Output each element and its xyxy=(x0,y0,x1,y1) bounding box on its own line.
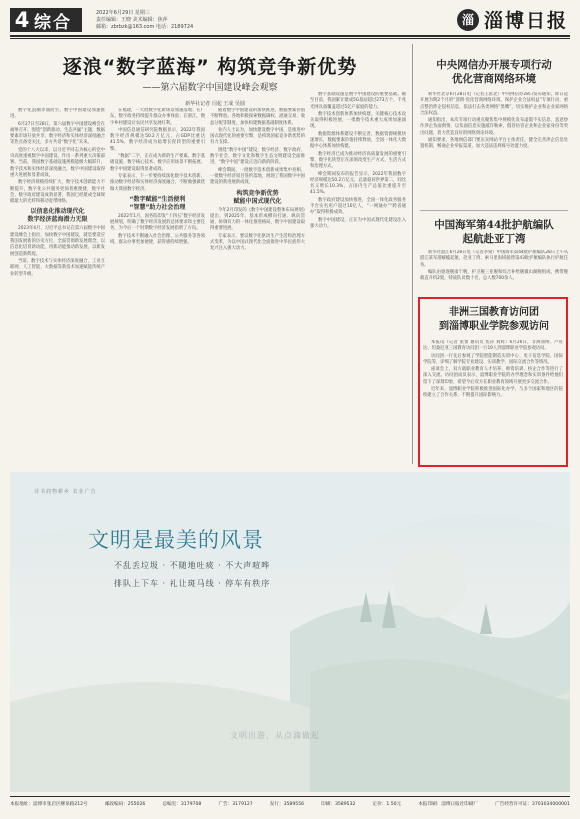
footer-distribution-phone: 发行：3589556 xyxy=(269,802,305,807)
ad-slogan-line: 排队上下车 · 礼让斑马线 · 停车有秩序 xyxy=(114,579,271,588)
masthead xyxy=(10,8,570,34)
lead-headline: 逐浪“数字蓝海” 构筑竞争新优势 xyxy=(62,56,358,78)
sidebar-headline-3 xyxy=(420,306,568,334)
headline-line: 优化营商网络环境 xyxy=(452,73,536,85)
paragraph: 当前，数字技术与实体经济深度融合，工业互联网、人工智能、大数据等新技术加速赋能传统产业转型升级。 xyxy=(10,258,105,277)
footer-info xyxy=(10,801,570,807)
footer-ad-phone: 广告：3179127 xyxy=(218,802,253,807)
section-subhead xyxy=(110,196,205,212)
ad-slogan-line: 不乱丢垃圾 · 不随地吐痰 · 不大声喧哗 xyxy=(114,561,271,570)
paragraph: 专家表示，下一步要持续深化数字技术创新，推动数字经济和实体经济深度融合，不断做强做优做大我国数字经济。 xyxy=(110,173,205,192)
footer-price: 定价：1.50元 xyxy=(372,802,402,807)
paragraph: 围绕“数字中国”建设，数字经济、数字政府、数字社会、数字文化和数字生态文明建设全面推进，“数字中国”建设正迈向新的阶段。 xyxy=(210,147,305,166)
footer-editorial-phone: 总编室：3179708 xyxy=(162,802,202,807)
sidebar-divider xyxy=(412,44,413,464)
paragraph: 党的十八大以来，以习近平同志为核心的党中央高度重视数字中国建设，作出一系列重大决策部署。当前，我国数字基础设施规模能级大幅跃升，数字技术和实体经济深度融合，数字中国建设取得重大进展和显著成效。 xyxy=(10,147,105,178)
paragraph: 本报讯（记者 张蕾 通讯员 焦萍 刘辉）6月26日，非洲加纳、卢旺达、坦桑尼亚三国教育访问团一行19人到淄博职业学院参观访问。 xyxy=(423,340,563,352)
headline-line: 起航赴亚丁湾 xyxy=(462,233,526,245)
paper-name: 淄博日报 xyxy=(483,10,568,32)
paragraph: 随着数字中国建设的加快推进，数据要素价值不断释放。各地积极探索数据确权、流通交易、收益分配等制度，加快构建数据基础制度体系。 xyxy=(210,108,305,126)
paragraph: 2023年4月，习近平总书记在第六届数字中国建设峰会上指出，加快数字中国建设，就是要适应我国发展新的历史方位，全面贯彻新发展理念，以信息化培育新动能，用新动能推动新发展，以新发展创造新辉煌。 xyxy=(10,226,105,257)
ad-corner-text: 诗书润物耕乡 农业广告 xyxy=(34,489,97,495)
article-column-3 xyxy=(210,108,305,470)
paragraph: 2022年1月，国务院印发“十四五”数字经济发展规划，明确了数字经济发展的总体要求和主要任务，为今后一个时期数字经济发展指明了方向。 xyxy=(110,213,205,232)
lead-subtitle: ——第六届数字中国建设峰会观察 xyxy=(142,83,278,93)
sidebar-headline-1 xyxy=(420,58,568,86)
footer-postcode: 邮政编码：255026 xyxy=(104,802,146,807)
subhead-line: 赋能中国式现代化 xyxy=(233,197,282,205)
paragraph: 座谈会上，双方就职业教育人才培养、师资培训、校企合作等进行了深入交流。访问团成员表示，淄博职业学院的办学理念和实训条件给他们留下了深刻印象，希望今后双方在职业教育领域开展更多交流合作。 xyxy=(423,367,563,385)
paragraph: 峰会期间，一批数字技术创新成果集中亮相，一批数字经济项目签约落地，展现了我国数字中国建设的新进展新成效。 xyxy=(210,167,305,186)
headline-line: 中国海军第44批护航编队 xyxy=(434,219,554,231)
sidebar-article-3 xyxy=(423,340,563,462)
masthead-rule xyxy=(10,35,570,37)
paragraph: 峰会期间发布的报告显示，2022年我国数字经济规模达50.2万亿元，总量稳居世界第二，同比名义增长10.3%，占国内生产总值比重提升至41.5%。 xyxy=(310,171,406,196)
paragraph: 访问团一行先后参观了学院智能制造实训中心、电子信息学院、国际学院等，详细了解学院专业建设、实训教学、国际交流合作等情况。 xyxy=(423,353,563,365)
paragraph: 编队由驱逐舰南宁舰、护卫舰三亚舰和综合补给舰微山湖舰组成，携带舰载直升机2架，特战队员数十名，总人数700余人。 xyxy=(420,269,568,282)
section-subhead xyxy=(10,208,105,224)
headline-line: 中央网信办开展专项行动 xyxy=(436,59,552,71)
paragraph: 6月27日至28日，第六届数字中国建设峰会在福州召开。围绕“创新驱动，生态共赢”主题，数据要素市场开放共享、数字经济和实体经济深度融合等热点备受关注，多方共话“数字化”未来。 xyxy=(10,121,105,146)
paragraph: 通知指出，本次专项行动重点聚焦集中规模化发布虚假不实信息、恶意炒作涉企负面舆情、以负面信息实施敲诈勒索、假冒仿冒企业和企业家身份等突出问题，着力营造良好的网络舆论环境。 xyxy=(420,118,568,136)
section-name: 综合 xyxy=(34,12,72,33)
ad-footer-text: 文明出游，从点滴做起 xyxy=(230,731,320,740)
paragraph: 专家表示，要以数字化驱动生产生活和治理方式变革，为以中国式现代化全面推进中华民族伟大复兴注入强大动力。 xyxy=(210,233,305,252)
page-number: 4 xyxy=(14,8,30,32)
paragraph: 近年来，淄博职业学院积极推进国际化办学，与多个国家和地区的院校建立了合作关系，不断提升国际影响力。 xyxy=(423,387,563,399)
public-service-ad xyxy=(10,472,570,792)
paragraph: 数字技术不断融入社会治理、公共服务等各领域，群众办事更加便捷，获得感持续增强。 xyxy=(110,233,205,246)
paragraph: 中国信息通信研究院数据显示，2022年我国数字经济规模达50.2万亿元，占GDP比重达41.5%，数字经济成为稳增长促转型的重要引擎。 xyxy=(110,127,205,152)
footer-printer: 本报印刷：淄博日报社印刷厂 xyxy=(418,802,479,807)
article-column-1 xyxy=(10,108,105,470)
paragraph: 数字技术创新体系加快构建，关键核心技术攻关取得积极进展，一批数字技术重大成果加速涌现。 xyxy=(310,111,406,130)
headline-line: 到淄博职业学院参观访问 xyxy=(439,321,549,332)
paragraph: 今年2月印发的《数字中国建设整体布局规划》提出，到2025年，基本形成横向打通、纵向贯通、协调有力的一体化推进格局，数字中国建设取得重要进展。 xyxy=(210,207,305,232)
sidebar-rule xyxy=(420,210,568,211)
issue-editors: 责任编辑：王晓 美术编辑：焦萍 xyxy=(96,17,168,23)
sidebar-article-1 xyxy=(420,92,568,204)
section-subhead xyxy=(210,190,305,206)
page-number-block xyxy=(10,8,82,32)
subhead-line: 构筑竞争新优势 xyxy=(236,189,279,197)
paragraph: 在福建，一大批数字化新场景加速落地；在广东，数字政务持续提升群众办事体验；在浙江，数字乡村建设让农民共享发展红利。 xyxy=(110,108,205,126)
subhead-line: 数字经济蓝海潜力无限 xyxy=(27,216,88,224)
paragraph: 业内人士认为，加快建设数字中国，是推进中国式现代化的重要引擎，是构筑国家竞争新优势的有力支撑。 xyxy=(210,127,305,146)
paragraph: “数据”二字，正在成为新的生产要素。数字基础设施、数字核心技术、数字应用场景不断拓展，数字中国建设取得显著成效。 xyxy=(110,154,205,172)
paragraph: 数字中国建设，正在为中国式现代化建设注入强大动力。 xyxy=(310,217,406,229)
paragraph: 数字化浪潮奔涌而至，数字中国建设加速推进。 xyxy=(10,108,105,120)
subhead-line: 以信息化推动现代化 xyxy=(30,208,85,216)
issue-contact: 邮箱：zbrbzk@163.com 电话：2189724 xyxy=(96,24,194,30)
article-column-2 xyxy=(110,108,205,470)
headline-line: 非洲三国教育访问团 xyxy=(449,307,539,318)
footer-printing-phone: 印刷：3589532 xyxy=(321,802,356,807)
article-column-4 xyxy=(310,92,406,470)
paragraph: 新华社湛江6月28日电（记者李梁）中国海军第44批护航编队28日上午从湛江某军港解缆起航，赴亚丁湾、索马里海域接替第43批护航编队执行护航任务。 xyxy=(420,250,568,268)
lead-byline: 新华社记者 闫起 王成 吴圆 xyxy=(185,101,245,107)
sidebar-article-2 xyxy=(420,250,568,292)
subhead-line: “数字赋能”生活便利 xyxy=(129,195,186,203)
paragraph: 数字经济规模持续扩大，数字技术创新能力不断提升，数字化公共服务更加普惠便捷，数字社会、数字政府建设成效显著，我国已经建成全球规模最大的光纤和移动宽带网络。 xyxy=(10,180,105,205)
footer-address: 本报地址：淄博市张店区柳泉路212号 xyxy=(10,802,88,807)
paragraph: 数字基础设施是数字中国建设的重要基础。截至目前，我国累计建成5G基站超过273万个，千兆光网具备覆盖超过5亿户家庭的能力。 xyxy=(310,92,406,110)
footer-license: 广告经营许可证：3703034000001 xyxy=(495,802,570,807)
logo-mark-icon: 淄 xyxy=(457,9,479,31)
paragraph: 数据资源体系建设不断完善，数据资源规模快速增长，数据要素价值持续释放，全国一体化大数据中心体系加快构建。 xyxy=(310,131,406,150)
sidebar-headline-2 xyxy=(420,218,568,246)
ad-headline: 文明是最美的风景 xyxy=(88,528,264,552)
footer-rule xyxy=(10,796,570,797)
paragraph: 通知要求，各地网信部门要压实网站平台主体责任，健全完善涉企信息处置机制，畅通企业举报渠道，加大违法违规账号处置力度。 xyxy=(420,138,568,150)
paragraph: 数字政府建设加快推进，全国一体化政务服务平台实名用户超过10亿人，“一网通办”“跨省通办”取得积极成效。 xyxy=(310,197,406,216)
issue-info xyxy=(96,10,246,31)
landscape-illustration xyxy=(10,472,570,792)
masthead-rule-thin xyxy=(10,38,570,39)
paragraph: 数字经济已成为推动经济高质量发展的重要引擎，数字化转型正在深刻改变生产方式、生活方式和治理方式。 xyxy=(310,151,406,170)
paper-logo xyxy=(457,6,568,33)
subhead-line: “智慧”助力社会治理 xyxy=(129,203,186,211)
issue-date: 2022年6月29日 星期三 xyxy=(96,10,150,16)
paragraph: 新华社北京6月28日电（记者王思北）中央网信办28日发布通知，即日起开展为期2个月的“清朗·优化营商网络环境、保护企业合法权益”专项行动，重点整治涉企侵权信息，依法打击各类网络“黑嘴”，切实维护企业和企业家网络合法权益。 xyxy=(420,92,568,116)
